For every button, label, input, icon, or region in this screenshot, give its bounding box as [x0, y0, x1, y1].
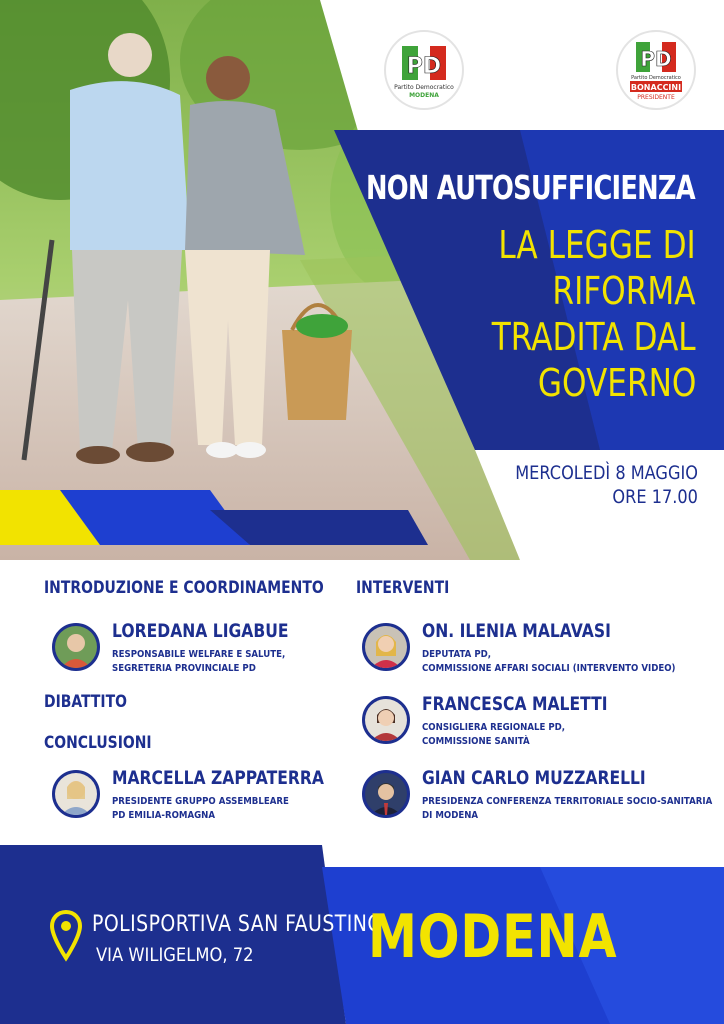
logo-line3: PRESIDENTE	[637, 94, 675, 101]
event-title: NON AUTOSUFFICIENZA	[366, 168, 695, 207]
avatar-marcella-zappaterra	[52, 770, 100, 818]
logo-line1: Partito Democratico	[631, 75, 681, 81]
interventions-section-title: INTERVENTI	[356, 578, 450, 598]
pd-modena-logo	[384, 30, 464, 110]
intro-section-title: INTRODUZIONE E COORDINAMENTO	[44, 578, 324, 598]
person-photo-icon	[365, 773, 407, 815]
event-datetime	[483, 461, 698, 509]
speaker-name: GIAN CARLO MUZZARELLI	[422, 767, 646, 789]
event-subtitle-line-4: GOVERNO	[537, 361, 696, 405]
logo-mark-text: PD	[406, 54, 442, 79]
person-photo-icon	[55, 626, 97, 668]
person-photo-icon	[55, 773, 97, 815]
logo-line2: BONACCINI	[630, 83, 682, 92]
event-date: MERCOLEDÌ 8 MAGGIO	[515, 462, 698, 484]
event-city: MODENA	[368, 902, 618, 972]
speaker-name: MARCELLA ZAPPATERRA	[112, 767, 324, 789]
logo-mark-text: PD	[640, 47, 672, 71]
venue-name: POLISPORTIVA SAN FAUSTINO	[92, 912, 383, 937]
speaker-role: CONSIGLIERA REGIONALE PD, COMMISSIONE SANITÀ	[422, 722, 566, 747]
speaker-role: PRESIDENZA CONFERENZA TERRITORIALE SOCIO-SANITARIA DI MODENA	[422, 796, 713, 821]
person-photo-icon	[365, 626, 407, 668]
venue-address: VIA WILIGELMO, 72	[96, 944, 254, 966]
speaker-role: DEPUTATA PD, COMMISSIONE AFFARI SOCIALI (INTERVENTO VIDEO)	[422, 649, 676, 674]
avatar-gian-carlo-muzzarelli	[362, 770, 410, 818]
pd-bonaccini-logo	[616, 30, 696, 110]
conclusions-section-title: CONCLUSIONI	[44, 733, 152, 753]
speaker-name: FRANCESCA MALETTI	[422, 693, 608, 715]
speaker-role: PRESIDENTE GRUPPO ASSEMBLEARE PD EMILIA-ROMAGNA	[112, 796, 289, 821]
logo-line2: MODENA	[409, 92, 439, 99]
avatar-ilenia-malavasi	[362, 623, 410, 671]
speaker-role: RESPONSABILE WELFARE E SALUTE, SEGRETERIA PROVINCIALE PD	[112, 649, 286, 674]
event-subtitle-line-2: RIFORMA	[552, 269, 696, 313]
event-time: ORE 17.00	[612, 486, 698, 508]
pd-logo-mark	[386, 32, 462, 108]
logo-line1: Partito Democratico	[394, 84, 454, 91]
speaker-name: LOREDANA LIGABUE	[112, 620, 289, 642]
event-subtitle-line-1: LA LEGGE DI	[498, 223, 696, 267]
location-pin-icon	[50, 910, 82, 962]
speaker-name: ON. ILENIA MALAVASI	[422, 620, 611, 642]
event-subtitle-line-3: TRADITA DAL	[492, 315, 696, 359]
debate-section-title: DIBATTITO	[44, 692, 127, 712]
person-photo-icon	[365, 699, 407, 741]
pd-bonaccini-logo-mark	[618, 32, 694, 108]
avatar-loredana-ligabue	[52, 623, 100, 671]
avatar-francesca-maletti	[362, 696, 410, 744]
